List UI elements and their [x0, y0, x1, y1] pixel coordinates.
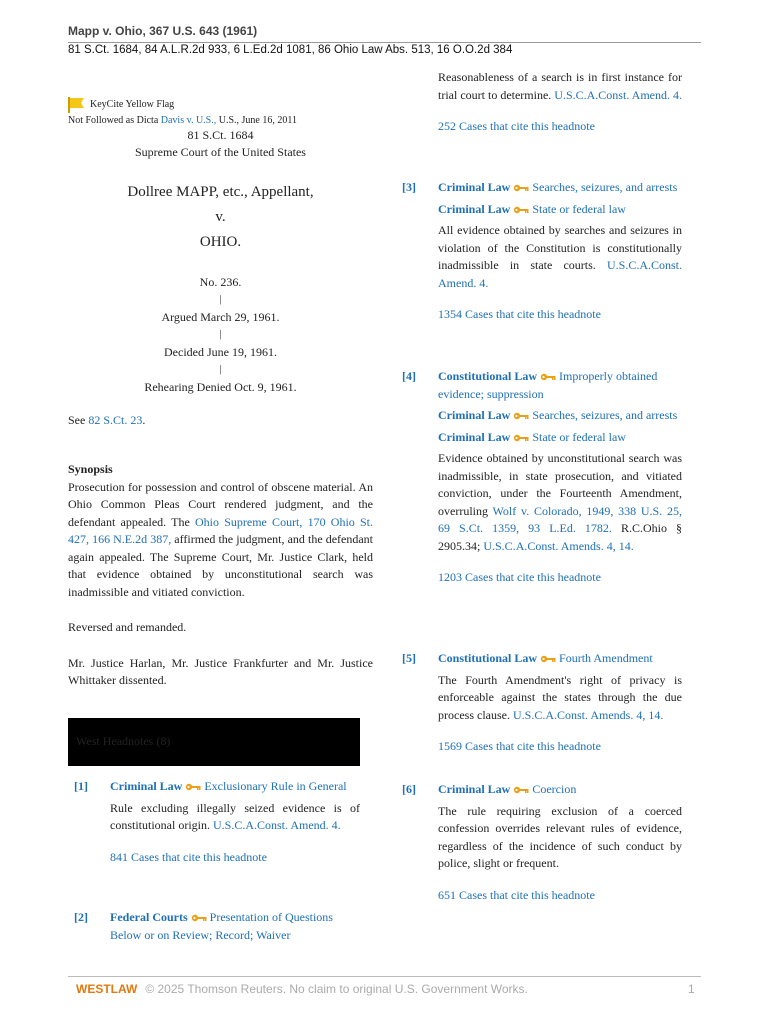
argued-date: Argued March 29, 1961. [161, 309, 280, 324]
synopsis-text: Prosecution for possession and control of obscene material. An Ohio Common Pleas Court rendered judgment, and the defendant appealed. The [68, 479, 373, 529]
headnote-text: The rule requiring exclusion of a coerced confession overrides relevant rules of evidence, regardless of the incidence of such conduct by police, slight or frequent. [438, 803, 682, 870]
headnote-body: Evidence obtained by unconstitutional search was inadmissible, in state prosecution, and vitiated conviction, under the Fourteenth Amendment, overruling [438, 451, 682, 518]
citing-cases-link[interactable]: 1354 Cases that cite this headnote [438, 307, 601, 321]
headnote-body: Rule excluding illegally seized evidence is of constitutional origin. [110, 800, 360, 832]
citing-cases-link[interactable]: 1569 Cases that cite this headnote [438, 739, 601, 753]
case-dates [68, 273, 373, 396]
keycite-status-text: Not Followed as Dicta [68, 114, 159, 126]
subtopic-link[interactable]: Coercion [532, 782, 577, 796]
synopsis-section [68, 461, 373, 690]
separator-bar: | [219, 328, 222, 340]
topic-link[interactable]: Constitutional Law [438, 369, 538, 383]
headnote-topic-line [438, 368, 682, 403]
headnote-topic-line [438, 429, 682, 447]
topic-link[interactable]: Criminal Law [438, 180, 511, 194]
key-icon [513, 206, 529, 214]
separator-bar: | [219, 363, 222, 375]
headnote-body: Reasonableness of a search is in first instance for trial court to determine. [438, 70, 682, 102]
subtopic-link[interactable]: Exclusionary Rule in General [204, 779, 347, 793]
topic-link[interactable]: Criminal Law [438, 429, 511, 444]
key-icon [185, 783, 201, 791]
header-divider [68, 42, 701, 43]
topic-link[interactable]: Criminal Law [438, 408, 511, 422]
document-title: Mapp v. Ohio, 367 U.S. 643 (1961) [68, 24, 258, 38]
left-column [68, 96, 373, 690]
docket-number: No. 236. [199, 274, 242, 289]
subtopic-link[interactable]: Fourth Amendment [559, 651, 653, 665]
citing-cases-link[interactable]: 1203 Cases that cite this headnote [438, 570, 601, 584]
synopsis-text-cont: affirmed the judgment, and the defendant again appealed. The Supreme Court, Mr. Justice Clark, held that evidence obtained by unconstitutional search was inadmissible and vitiated conviction. [68, 532, 374, 599]
topic-link[interactable]: Constitutional Law [438, 651, 538, 665]
headnote-text [438, 672, 682, 725]
dissent-note: Mr. Justice Harlan, Mr. Justice Frankfurter and Mr. Justice Whittaker dissented. [68, 655, 373, 687]
west-headnotes-banner[interactable] [68, 718, 360, 766]
headnote-2-continued [438, 69, 682, 136]
copyright-notice: © 2025 Thomson Reuters. No claim to original U.S. Government Works. [145, 982, 528, 996]
appellee: OHIO. [199, 233, 242, 250]
westlaw-logo: WESTLAW [76, 982, 138, 996]
headnote-topic-line [110, 778, 360, 796]
topic-link[interactable]: Criminal Law [110, 779, 183, 793]
topic-link[interactable]: Criminal Law [438, 201, 511, 216]
synopsis-paragraph [68, 479, 373, 602]
reporter-citation: 81 S.Ct. 1684 [187, 127, 254, 142]
topic-link[interactable]: Federal Courts [110, 910, 188, 924]
key-icon [191, 914, 207, 922]
headnote-text [438, 450, 682, 555]
ohio-statute: R.C.Ohio § 2905.34; [438, 521, 683, 553]
see-link[interactable]: 82 S.Ct. 23 [88, 412, 143, 427]
headnote-topic-line [438, 179, 682, 197]
footer [76, 982, 528, 996]
keycite-flag[interactable] [68, 96, 373, 114]
headnote-text [110, 800, 360, 835]
citing-cases-link[interactable]: 651 Cases that cite this headnote [438, 887, 595, 902]
disposition: Reversed and remanded. [68, 620, 187, 634]
key-icon [513, 786, 529, 794]
page-number: 1 [688, 982, 695, 996]
appellant: Dollree MAPP, etc., Appellant, [127, 183, 314, 200]
case-parties [68, 180, 373, 255]
headnote-topic-line [438, 781, 682, 799]
subtopic-link[interactable]: Searches, seizures, and arrests [532, 180, 678, 194]
headnote-topic-line [438, 407, 682, 425]
statute-link[interactable]: U.S.C.A.Const. Amend. 4. [554, 87, 682, 102]
keycite-status-date: U.S., June 16, 2011 [218, 114, 297, 126]
davis-link[interactable]: Davis v. U.S., [160, 114, 217, 126]
see-label: See [68, 412, 86, 427]
subtopic-link[interactable]: Improperly obtained evidence; suppression [438, 369, 658, 401]
court-name: Supreme Court of the United States [135, 145, 306, 159]
synopsis-heading: Synopsis [68, 462, 113, 476]
wolf-v-colorado-link[interactable]: Wolf v. Colorado, 1949, 338 U.S. 25, 69 S.Ct. 1359, 93 L.Ed. 1782. [438, 503, 682, 535]
ohio-supreme-court-link[interactable]: Ohio Supreme Court, 170 Ohio St. 427, 166 N.E.2d 387, [68, 514, 374, 546]
headnote-text [438, 69, 682, 104]
yellow-flag-icon [68, 97, 86, 113]
statute-link[interactable]: U.S.C.A.Const. Amends. 4, 14. [512, 707, 664, 722]
key-icon [513, 184, 529, 192]
rehearing-date: Rehearing Denied Oct. 9, 1961. [144, 379, 297, 394]
key-icon [540, 655, 556, 663]
separator-bar: | [219, 293, 222, 305]
topic-link[interactable]: Criminal Law [438, 782, 511, 796]
keycite-status [68, 114, 373, 127]
headnote-number[interactable]: [4] [402, 369, 416, 383]
headnote-topic-line [438, 201, 682, 219]
subtopic-link[interactable]: Searches, seizures, and arrests [532, 408, 678, 422]
subtopic-link[interactable]: Presentation of Questions Below or on Review; Record; Waiver [110, 910, 333, 942]
key-icon [540, 373, 556, 381]
headnote-topic-line [438, 650, 682, 668]
key-icon [513, 434, 529, 442]
statute-link[interactable]: U.S.C.A.Const. Amend. 4. [438, 258, 683, 290]
versus: v. [215, 208, 226, 225]
headnote-number[interactable]: [2] [74, 910, 88, 924]
parallel-citations: 81 S.Ct. 1684, 84 A.L.R.2d 933, 6 L.Ed.2d 1081, 86 Ohio Law Abs. 513, 16 O.O.2d 384 [68, 44, 513, 56]
headnote-number[interactable]: [1] [74, 779, 88, 793]
headnote-text [438, 222, 682, 292]
decided-date: Decided June 19, 1961. [164, 344, 277, 359]
subtopic-link[interactable]: State or federal law [532, 429, 626, 444]
statute-link[interactable]: U.S.C.A.Const. Amend. 4. [213, 818, 341, 832]
headnote-number[interactable]: [6] [402, 782, 416, 796]
citing-cases-link[interactable]: 841 Cases that cite this headnote [110, 849, 267, 864]
see-also: See 82 S.Ct. 23. [68, 412, 146, 427]
west-headnotes-label: West Headnotes (8) [76, 734, 171, 748]
headnote-body: The Fourth Amendment's right of privacy is enforceable against the states through the due process clause. [438, 672, 682, 722]
subtopic-link[interactable]: State or federal law [532, 201, 626, 216]
headnote-number[interactable]: [5] [402, 651, 416, 665]
keycite-label: KeyCite Yellow Flag [90, 99, 175, 110]
citing-cases-link[interactable]: 252 Cases that cite this headnote [438, 119, 595, 133]
footer-divider [68, 976, 701, 977]
key-icon [513, 412, 529, 420]
headnote-number[interactable]: [3] [402, 180, 416, 194]
statute-link[interactable]: U.S.C.A.Const. Amends. 4, 14. [483, 538, 634, 553]
headnote-body: All evidence obtained by searches and seizures in violation of the Constitution is constitutionally inadmissible in state courts. [438, 223, 682, 272]
